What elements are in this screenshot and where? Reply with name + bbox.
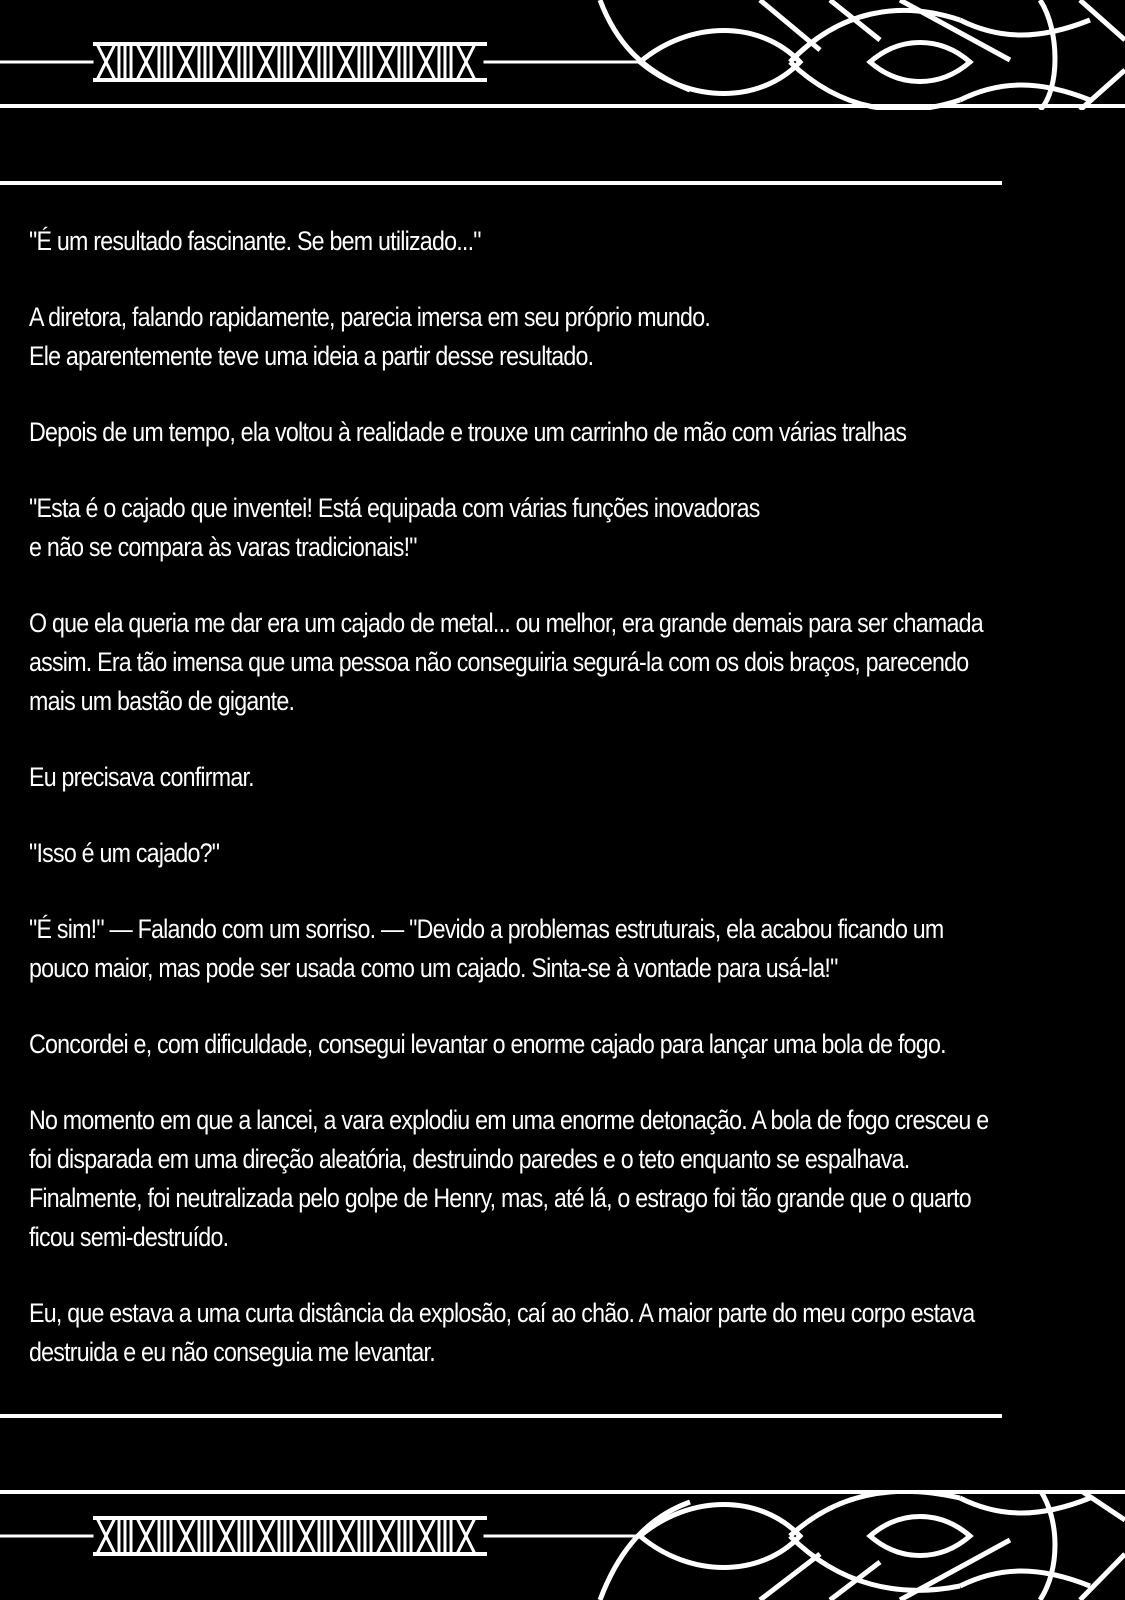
- paragraph: "Isso é um cajado?": [29, 838, 220, 868]
- top-border: [0, 0, 1125, 110]
- paragraph: Depois de um tempo, ela voltou à realidade e trouxe um carrinho de mão com várias tralhas: [29, 417, 907, 447]
- paragraph: "É um resultado fascinante. Se bem utilizado...": [29, 226, 481, 256]
- paragraph: Eu precisava confirmar.: [29, 762, 254, 792]
- paragraph: "É sim!" — Falando com um sorriso. — "Devido a problemas estruturais, ela acabou ficando um pouco maior, mas pode ser usada como um cajado. Sinta-se à vontade para usá-la!": [29, 914, 944, 983]
- paragraph: Eu, que estava a uma curta distância da explosão, caí ao chão. A maior parte do meu corpo estava destruida e eu não conseguia me levantar.: [29, 1298, 975, 1367]
- bottom-divider: [0, 1414, 1002, 1418]
- paragraph: "Esta é o cajado que inventei! Está equipada com várias funções inovadoras e não se compara às varas tradicionais!": [29, 493, 760, 562]
- paragraph: Concordei e, com dificuldade, consegui levantar o enorme cajado para lançar uma bola de fogo.: [29, 1029, 946, 1059]
- roman-numeral-pattern-icon: [0, 0, 1125, 110]
- chapter-text: [29, 222, 1099, 1409]
- celtic-knot-ornament-icon: [600, 1490, 1125, 1600]
- roman-numeral-pattern-icon: [0, 1490, 1125, 1600]
- bottom-border: [0, 1490, 1125, 1600]
- top-divider: [0, 181, 1002, 185]
- celtic-knot-ornament-icon: [600, 0, 1125, 110]
- paragraph: O que ela queria me dar era um cajado de metal... ou melhor, era grande demais para ser chamada assim. Era tão imensa que uma pessoa não conseguiria segurá-la com os dois braços, parecendo mais um bastão de gigante.: [29, 608, 983, 716]
- paragraph: A diretora, falando rapidamente, parecia imersa em seu próprio mundo. Ele aparentemente teve uma ideia a partir desse resultado.: [29, 302, 711, 371]
- paragraph: No momento em que a lancei, a vara explodiu em uma enorme detonação. A bola de fogo cresceu e foi disparada em uma direção aleatória, destruindo paredes e o teto enquanto se espalhava. Finalmente, foi neutralizada pelo golpe de Henry, mas, até lá, o estrago foi tão grande que o quarto ficou semi-destruído.: [29, 1105, 989, 1252]
